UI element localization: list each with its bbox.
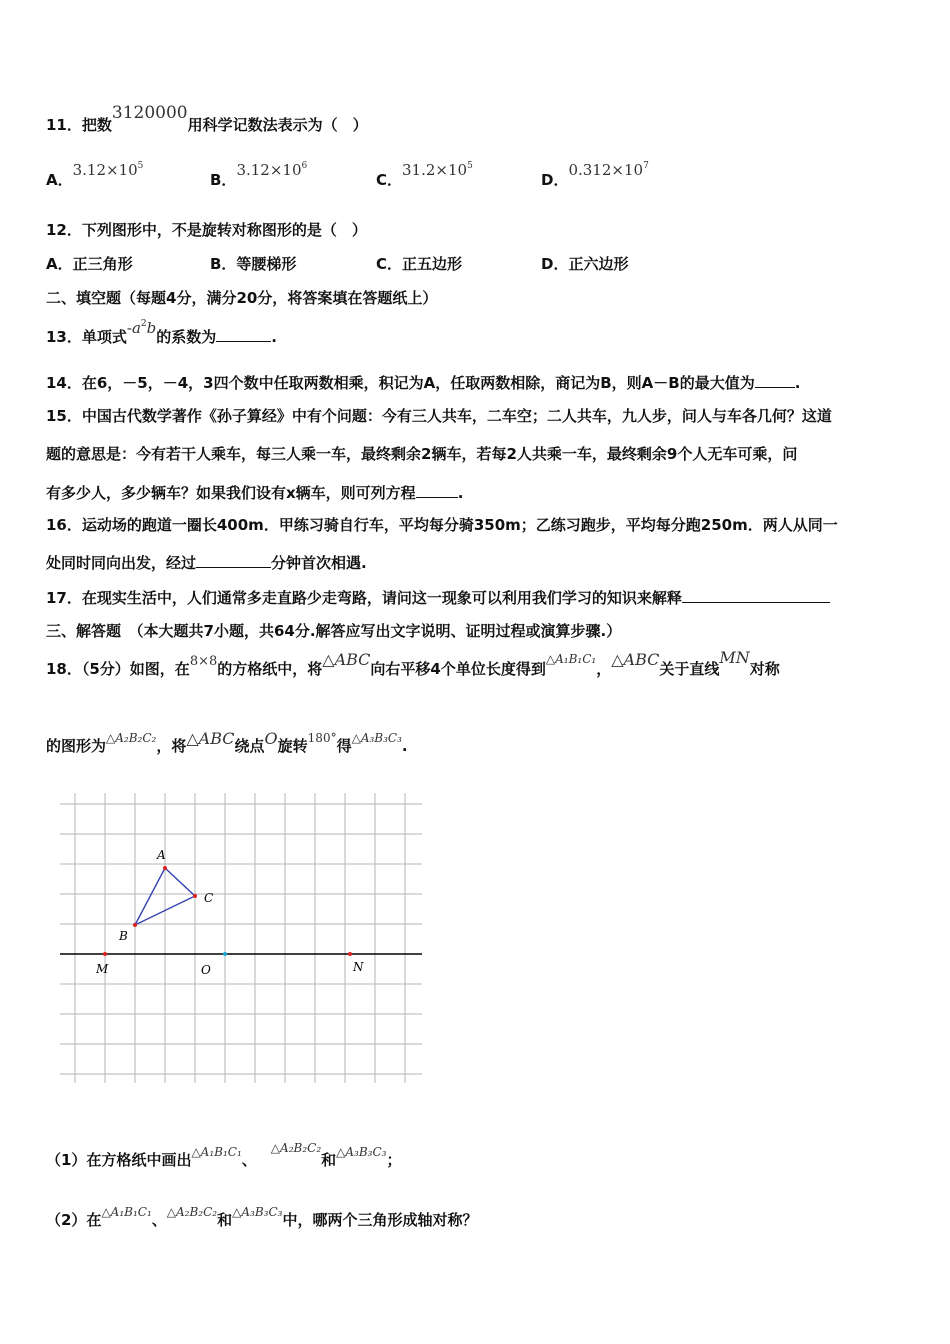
grid-figure	[60, 793, 425, 1085]
point-a	[163, 866, 167, 870]
q17-stem: 17．在现实生活中，人们通常多走直路少走弯路，请问这一现象可以利用我们学习的知识来解释	[46, 587, 830, 608]
q12-stem: 12．下列图形中，不是旋转对称图形的是（ ）	[46, 221, 367, 239]
q12-option-b: B．等腰梯形	[210, 255, 297, 273]
q18-line-2: 的图形为$^{\triangle A_2B_2C_2}$，将△ABC绕点O旋转$^{180^\circ}$得$^{\triangle A_3B_3C_3}$.	[46, 729, 408, 755]
q16-answer-blank	[196, 552, 271, 568]
section-solve-heading: 三、解答题 （本大题共7小题，共64分.解答应写出文字说明、证明过程或演算步骤.）	[46, 622, 622, 640]
q13-answer-blank	[216, 326, 271, 342]
label-n: N	[353, 960, 364, 974]
q18-part-2: （2）在$^{\triangle A_1B_1C_1}$、$^{\triangle A_2B_2C_2}$和$^{\triangle A_3B_3C_3}$中，哪两个三角形成轴对称？	[46, 1205, 478, 1229]
label-o: O	[201, 963, 211, 977]
q16-line-2: 处同时同向出发，经过 分钟首次相遇.	[46, 554, 367, 572]
point-o	[223, 952, 227, 956]
q15-line-2: 题的意思是：今有若干人乘车，每三人乘一车，最终剩余2辆车，若每2人共乘一车，最终剩余9个人无车可乘，问	[46, 445, 798, 463]
q11-option-c: C．$31.2\times 10^5$	[376, 161, 473, 189]
q18-line-1: 18．（5分）如图，在8×8的方格纸中，将△ABC向右平移4个单位长度得到$^{\triangle A_1B_1C_1}$，△ABC关于直线MN对称	[46, 648, 780, 678]
q15-line-1: 15．中国古代数学著作《孙子算经》中有个问题：今有三人共车，二车空；二人共车，九人步，问人与车各几何？这道	[46, 407, 832, 425]
point-b	[133, 923, 137, 927]
q12-option-c: C．正五边形	[376, 255, 463, 273]
q15-answer-blank	[416, 482, 458, 498]
q11-option-a: A．$3.12\times 10^5$	[46, 161, 144, 189]
grid-lines	[60, 793, 422, 1083]
q12-option-a: A．正三角形	[46, 255, 133, 273]
q18-part-1: （1）在方格纸中画出$^{\triangle A_1B_1C_1}$、$^{\triangle A_2B_2C_2}$和$^{\triangle A_3B_3C_3}$；	[46, 1141, 402, 1169]
label-m: M	[96, 962, 109, 976]
q11-option-b: B．$3.12\times 10^6$	[210, 161, 308, 189]
label-c: C	[204, 891, 214, 905]
q14-answer-blank	[755, 372, 795, 388]
label-b: B	[119, 929, 128, 943]
section-fill-in-heading: 二、填空题（每题4分，满分20分，将答案填在答题纸上）	[46, 289, 438, 307]
q13-stem: 13．单项式$-a^2b$的系数为 .	[46, 319, 277, 346]
point-c	[193, 894, 197, 898]
q11-option-d: D．$0.312\times 10^7$	[541, 161, 649, 189]
q12-option-d: D．正六边形	[541, 255, 629, 273]
point-n	[348, 952, 352, 956]
q11-number: 3120000	[111, 103, 188, 123]
q17-answer-blank	[682, 587, 830, 603]
q14-stem: 14．在6，－5，－4，3四个数中任取两数相乘，积记为A，任取两数相除，商记为B，则A－B的最大值为 .	[46, 374, 801, 392]
q15-line-3: 有多少人，多少辆车？如果我们设有x辆车，则可列方程 .	[46, 484, 464, 502]
q11-stem: 11．把数3120000用科学记数法表示为（ ）	[46, 103, 368, 134]
point-m	[103, 952, 107, 956]
q16-line-1: 16．运动场的跑道一圈长400m．甲练习骑自行车，平均每分骑350m；乙练习跑步，平均每分跑250m．两人从同一	[46, 516, 838, 534]
label-a: A	[157, 848, 166, 862]
